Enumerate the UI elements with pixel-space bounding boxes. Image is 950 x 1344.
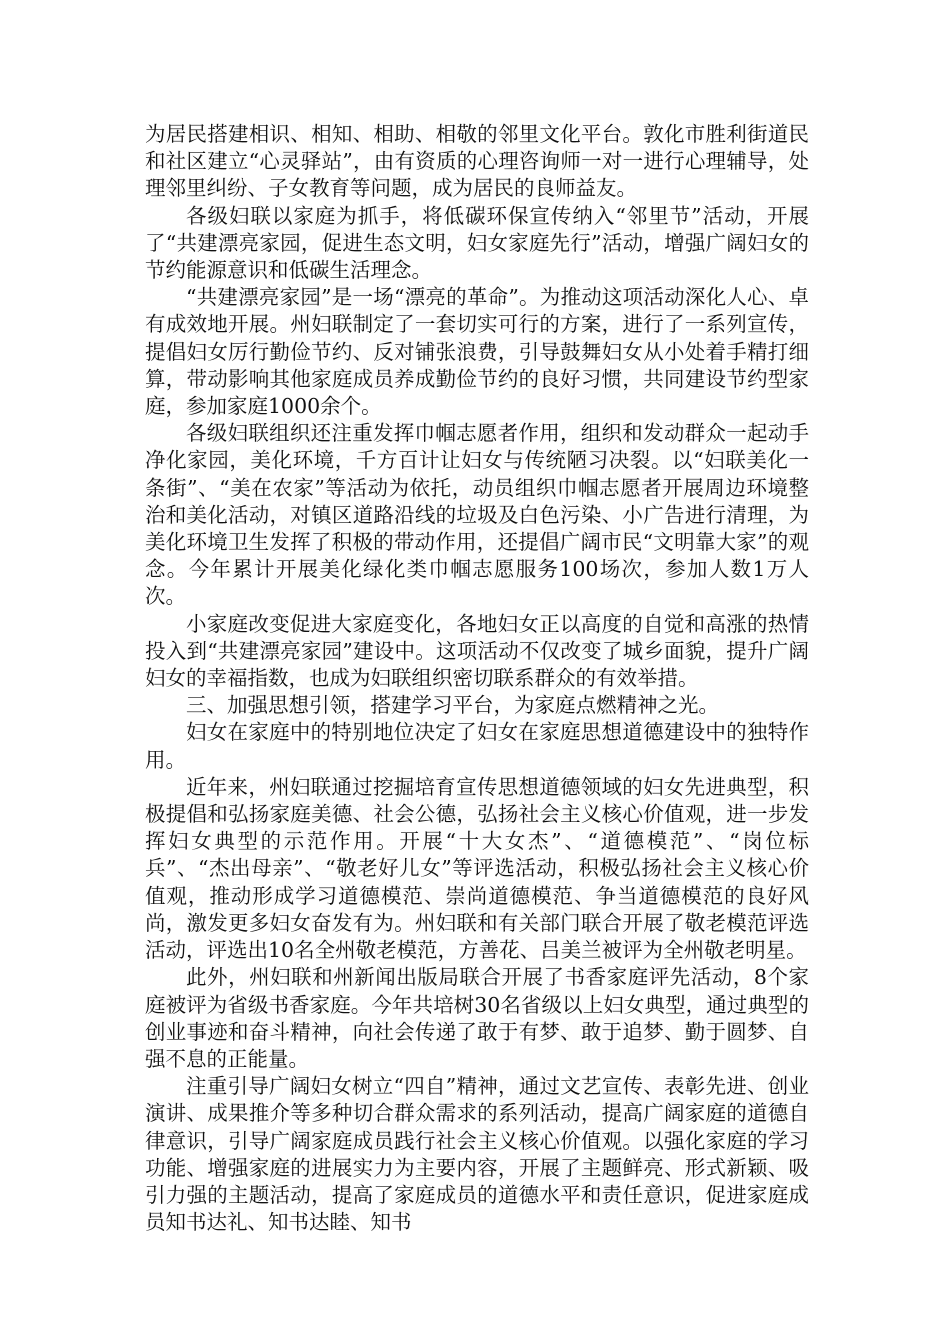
paragraph-10: 注重引导广阔妇女树立“四自”精神，通过文艺宣传、表彰先进、创业演讲、成果推介等多种切合群众需求的系列活动，提高广阔家庭的道德自律意识，引导广阔家庭成员践行社会主义核心价值观。以强化家庭的学习功能、增强家庭的进展实力为主要内容，开展了主题鲜亮、形式新颖、吸引力强的主题活动，提高了家庭成员的道德水平和责任意识，促进家庭成员知书达礼、知书达睦、知书 [145, 1074, 809, 1235]
section-heading-3: 三、加强思想引领，搭建学习平台，为家庭点燃精神之光。 [186, 693, 719, 718]
paragraph-4: 各级妇联组织还注重发挥巾帼志愿者作用，组织和发动群众一起动手净化家园，美化环境，千方百计让妇女与传统陋习决裂。以“妇联美化一条街”、“美在农家”等活动为依托，动员组织巾帼志愿者开展周边环境整治和美化活动，对镇区道路沿线的垃圾及白色污染、小广告进行清理，为美化环境卫生发挥了积极的带动作用，还提倡广阔市民“文明靠大家”的观念。今年累计开展美化绿化类巾帼志愿服务100场次，参加人数1万人次。 [145, 421, 809, 609]
paragraph-1: 为居民搭建相识、相知、相助、相敬的邻里文化平台。敦化市胜利街道民和社区建立“心灵驿站”，由有资质的心理咨询师一对一进行心理辅导，处理邻里纠纷、子女教育等问题，成为居民的良师益友。 [145, 122, 809, 201]
paragraph-5: 小家庭改变促进大家庭变化，各地妇女正以高度的自觉和高涨的热情投入到“共建漂亮家园”建设中。这项活动不仅改变了城乡面貌，提升广阔妇女的幸福指数，也成为妇联组织密切联系群众的有效举措。 [145, 611, 809, 691]
paragraph-3: “共建漂亮家园”是一场“漂亮的革命”。为推动这项活动深化人心、卓有成效地开展。州妇联制定了一套切实可行的方案，进行了一系列宣传，提倡妇女厉行勤俭节约、反对铺张浪费，引导鼓舞妇女从小处着手精打细算，带动影响其他家庭成员养成勤俭节约的良好习惯，共同建设节约型家庭，参加家庭1000余个。 [145, 285, 809, 419]
document-body [145, 121, 809, 1236]
paragraph-8: 近年来，州妇联通过挖掘培育宣传思想道德领域的妇女先进典型，积极提倡和弘扬家庭美德、社会公德，弘扬社会主义核心价值观，进一步发挥妇女典型的示范作用。开展“十大女杰”、“道德模范”、“岗位标兵”、“杰出母亲”、“敬老好儿女”等评选活动，积极弘扬社会主义核心价值观，推动形成学习道德模范、崇尚道德模范、争当道德模范的良好风尚，激发更多妇女奋发有为。州妇联和有关部门联合开展了敬老模范评选活动，评选出10名全州敬老模范，方善花、吕美兰被评为全州敬老明星。 [145, 774, 809, 963]
paragraph-9: 此外，州妇联和州新闻出版局联合开展了书香家庭评先活动，8个家庭被评为省级书香家庭。今年共培树30名省级以上妇女典型，通过典型的创业事迹和奋斗精神，向社会传递了敢于有梦、敢于追梦、勤于圆梦、自强不息的正能量。 [145, 965, 809, 1071]
paragraph-7: 妇女在家庭中的特别地位决定了妇女在家庭思想道德建设中的独特作用。 [145, 720, 809, 772]
paragraph-2: 各级妇联以家庭为抓手，将低碳环保宣传纳入“邻里节”活动，开展了“共建漂亮家园，促进生态文明，妇女家庭先行”活动，增强广阔妇女的节约能源意识和低碳生活理念。 [145, 203, 809, 283]
